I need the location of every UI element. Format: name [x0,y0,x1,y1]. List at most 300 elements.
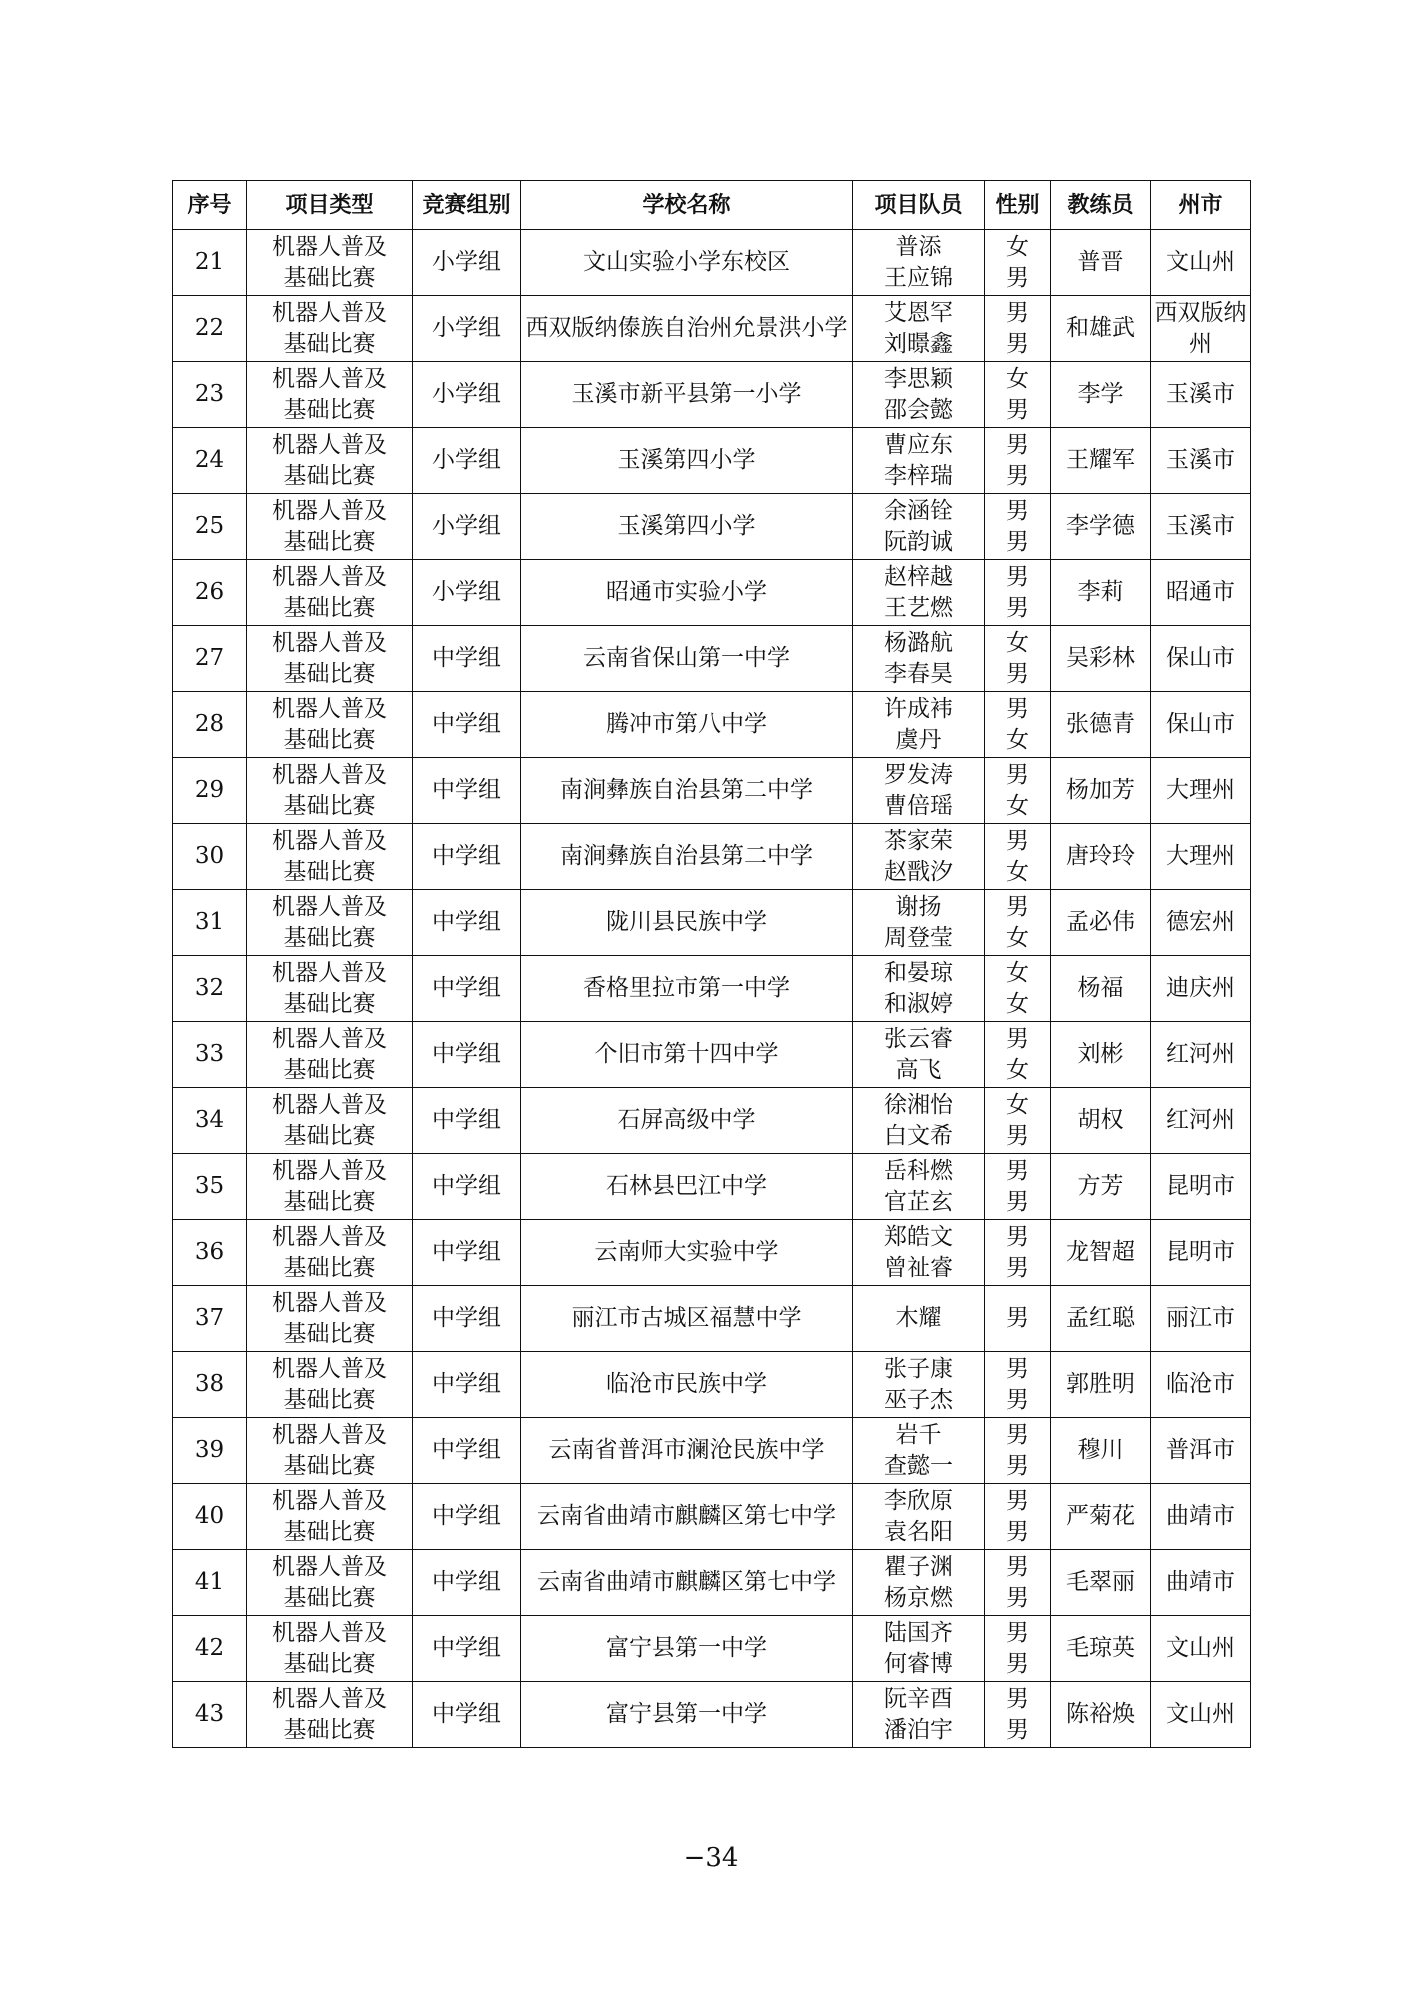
school-name-text: 香格里拉市第一中学 [583,975,790,1001]
team-member-name: 王应锦 [884,264,953,291]
team-member-name: 和晏琼 [884,959,953,986]
school-name-text: 玉溪第四小学 [617,447,756,473]
cell-team-members [853,296,985,362]
cell-school-name [521,1682,853,1748]
cell-school-name [521,1286,853,1352]
cell-gender [985,1352,1051,1418]
cell-index: 28 [173,692,247,758]
cell-school-name [521,1154,853,1220]
gender-value: 男 [1006,827,1029,854]
cell-team-members [853,1682,985,1748]
gender-value: 男 [1006,299,1029,326]
team-member-name: 官芷玄 [884,1188,953,1215]
team-member-name: 阮韵诚 [884,528,953,555]
school-name-text: 云南省曲靖市麒麟区第七中学 [537,1503,836,1529]
gender-value: 男 [1006,528,1029,555]
gender-value: 男 [1006,1122,1029,1149]
city-name-text: 昆明市 [1166,1173,1235,1199]
cell-city [1151,1022,1251,1088]
project-type-line: 机器人普及 [272,1355,387,1382]
team-member-name: 茶家荣 [884,827,953,854]
gender-value: 男 [1006,1386,1029,1413]
cell-gender [985,758,1051,824]
team-member-name: 普添 [895,233,942,260]
cell-index: 21 [173,230,247,296]
cell-competition-group: 中学组 [413,1220,521,1286]
team-member-name: 许成袆 [884,695,953,722]
school-name-text: 石林县巴江中学 [606,1173,767,1199]
gender-value: 男 [1006,761,1029,788]
team-member-name: 谢扬 [895,893,942,920]
header-team-members: 项目队员 [853,181,985,230]
table-row [173,1220,1251,1286]
team-member-name: 赵梓越 [884,563,953,590]
cell-gender [985,1088,1051,1154]
city-name-text: 红河州 [1166,1041,1235,1067]
gender-value: 男 [1006,1553,1029,1580]
gender-value: 男 [1006,497,1029,524]
gender-value: 男 [1006,1305,1029,1331]
cell-team-members [853,560,985,626]
team-member-name: 木耀 [895,1305,942,1331]
cell-coach: 严菊花 [1051,1484,1151,1550]
project-type-line: 机器人普及 [272,1421,387,1448]
cell-team-members [853,1352,985,1418]
cell-competition-group: 中学组 [413,824,521,890]
cell-city [1151,692,1251,758]
cell-city [1151,1550,1251,1616]
participant-table [172,180,1251,1748]
project-type-line: 基础比赛 [283,528,376,555]
city-name-text: 文山州 [1166,1635,1235,1661]
cell-project-type [247,1616,413,1682]
team-member-name: 陆国齐 [884,1619,953,1646]
cell-team-members [853,1418,985,1484]
gender-value: 男 [1006,1716,1029,1743]
project-type-line: 机器人普及 [272,1487,387,1514]
project-type-line: 基础比赛 [283,1320,376,1347]
cell-gender [985,626,1051,692]
cell-team-members [853,692,985,758]
project-type-line: 机器人普及 [272,299,387,326]
cell-city [1151,1220,1251,1286]
table-row [173,560,1251,626]
cell-project-type [247,1550,413,1616]
cell-coach: 孟红聪 [1051,1286,1151,1352]
cell-gender [985,1154,1051,1220]
cell-index: 30 [173,824,247,890]
page-number: −34 [683,1843,739,1873]
cell-city [1151,1154,1251,1220]
project-type-line: 机器人普及 [272,431,387,458]
team-member-name: 曹倍瑶 [884,792,953,819]
cell-city [1151,296,1251,362]
cell-school-name [521,890,853,956]
cell-project-type [247,1220,413,1286]
cell-coach: 穆川 [1051,1418,1151,1484]
team-member-name: 阮辛酉 [884,1685,953,1712]
city-name-text: 玉溪市 [1166,513,1235,539]
project-type-line: 基础比赛 [283,1650,376,1677]
cell-school-name [521,1484,853,1550]
team-member-name: 邵会懿 [884,396,953,423]
cell-coach: 李莉 [1051,560,1151,626]
cell-city [1151,560,1251,626]
table-header-row [173,181,1251,230]
cell-competition-group: 小学组 [413,560,521,626]
cell-school-name [521,1550,853,1616]
project-type-line: 基础比赛 [283,594,376,621]
cell-gender [985,1418,1051,1484]
school-name-text: 云南师大实验中学 [594,1239,779,1265]
cell-project-type [247,890,413,956]
project-type-line: 基础比赛 [283,330,376,357]
cell-coach: 郭胜明 [1051,1352,1151,1418]
cell-coach: 杨福 [1051,956,1151,1022]
cell-project-type [247,1286,413,1352]
cell-city [1151,626,1251,692]
project-type-line: 机器人普及 [272,1223,387,1250]
cell-school-name [521,1616,853,1682]
project-type-line: 基础比赛 [283,990,376,1017]
project-type-line: 基础比赛 [283,858,376,885]
cell-coach: 杨加芳 [1051,758,1151,824]
cell-city [1151,230,1251,296]
cell-project-type [247,362,413,428]
project-type-line: 基础比赛 [283,396,376,423]
cell-competition-group: 中学组 [413,956,521,1022]
table-row [173,890,1251,956]
gender-value: 男 [1006,330,1029,357]
team-member-name: 郑皓文 [884,1223,953,1250]
cell-gender [985,494,1051,560]
cell-school-name [521,428,853,494]
gender-value: 男 [1006,1650,1029,1677]
school-name-text: 云南省保山第一中学 [583,645,790,671]
cell-school-name [521,494,853,560]
project-type-line: 机器人普及 [272,233,387,260]
cell-index: 36 [173,1220,247,1286]
gender-value: 男 [1006,1421,1029,1448]
city-name-text: 西双版纳州 [1154,299,1247,357]
project-type-line: 基础比赛 [283,1386,376,1413]
project-type-line: 机器人普及 [272,1553,387,1580]
cell-coach: 唐玲玲 [1051,824,1151,890]
school-name-text: 丽江市古城区福慧中学 [571,1305,802,1331]
team-member-name: 查懿一 [884,1452,953,1479]
team-member-name: 李思颖 [884,365,953,392]
header-gender: 性别 [985,181,1051,230]
cell-team-members [853,230,985,296]
team-member-name: 巫子杰 [884,1386,953,1413]
school-name-text: 腾冲市第八中学 [606,711,767,737]
project-type-line: 机器人普及 [272,1091,387,1118]
cell-team-members [853,1154,985,1220]
project-type-line: 机器人普及 [272,959,387,986]
table-row [173,1484,1251,1550]
cell-index: 35 [173,1154,247,1220]
cell-index: 37 [173,1286,247,1352]
team-member-name: 岩千 [895,1421,942,1448]
gender-value: 男 [1006,1452,1029,1479]
cell-project-type [247,956,413,1022]
cell-team-members [853,1616,985,1682]
city-name-text: 昭通市 [1166,579,1235,605]
cell-team-members [853,1484,985,1550]
cell-city [1151,1682,1251,1748]
cell-coach: 王耀军 [1051,428,1151,494]
project-type-line: 基础比赛 [283,660,376,687]
cell-team-members [853,494,985,560]
city-name-text: 保山市 [1166,711,1235,737]
city-name-text: 大理州 [1166,843,1235,869]
cell-gender [985,296,1051,362]
project-type-line: 机器人普及 [272,1025,387,1052]
team-member-name: 潘泊宇 [884,1716,953,1743]
cell-coach: 方芳 [1051,1154,1151,1220]
table-row [173,956,1251,1022]
cell-competition-group: 中学组 [413,758,521,824]
cell-coach: 李学德 [1051,494,1151,560]
cell-project-type [247,494,413,560]
city-name-text: 文山州 [1166,1701,1235,1727]
cell-project-type [247,1352,413,1418]
cell-school-name [521,230,853,296]
project-type-line: 机器人普及 [272,761,387,788]
team-member-name: 高飞 [895,1056,942,1083]
cell-city [1151,956,1251,1022]
cell-competition-group: 中学组 [413,1616,521,1682]
gender-value: 女 [1006,233,1029,260]
project-type-line: 基础比赛 [283,1188,376,1215]
cell-index: 33 [173,1022,247,1088]
cell-gender [985,1616,1051,1682]
cell-index: 27 [173,626,247,692]
team-member-name: 徐湘怡 [884,1091,953,1118]
cell-team-members [853,362,985,428]
cell-city [1151,362,1251,428]
cell-coach: 李学 [1051,362,1151,428]
cell-city [1151,824,1251,890]
header-coach: 教练员 [1051,181,1151,230]
gender-value: 男 [1006,893,1029,920]
city-name-text: 临沧市 [1166,1371,1235,1397]
cell-project-type [247,1682,413,1748]
cell-school-name [521,1022,853,1088]
school-name-text: 富宁县第一中学 [606,1635,767,1661]
cell-school-name [521,1220,853,1286]
cell-index: 23 [173,362,247,428]
school-name-text: 个旧市第十四中学 [594,1041,779,1067]
cell-coach: 吴彩林 [1051,626,1151,692]
gender-value: 男 [1006,1188,1029,1215]
cell-coach: 和雄武 [1051,296,1151,362]
gender-value: 男 [1006,1254,1029,1281]
header-project-type: 项目类型 [247,181,413,230]
gender-value: 女 [1006,959,1029,986]
gender-value: 男 [1006,431,1029,458]
project-type-line: 机器人普及 [272,497,387,524]
project-type-line: 基础比赛 [283,792,376,819]
cell-gender [985,824,1051,890]
table-row [173,230,1251,296]
cell-school-name [521,362,853,428]
cell-coach: 刘彬 [1051,1022,1151,1088]
cell-school-name [521,1352,853,1418]
team-member-name: 杨京燃 [884,1584,953,1611]
city-name-text: 大理州 [1166,777,1235,803]
cell-index: 43 [173,1682,247,1748]
gender-value: 男 [1006,396,1029,423]
gender-value: 女 [1006,792,1029,819]
city-name-text: 曲靖市 [1166,1569,1235,1595]
project-type-line: 机器人普及 [272,629,387,656]
school-name-text: 南涧彝族自治县第二中学 [560,843,813,869]
city-name-text: 迪庆州 [1166,975,1235,1001]
cell-index: 31 [173,890,247,956]
table-row [173,824,1251,890]
table-row [173,1616,1251,1682]
gender-value: 男 [1006,660,1029,687]
city-name-text: 玉溪市 [1166,447,1235,473]
project-type-line: 机器人普及 [272,695,387,722]
cell-city [1151,1088,1251,1154]
cell-project-type [247,1154,413,1220]
cell-project-type [247,1484,413,1550]
project-type-line: 基础比赛 [283,924,376,951]
header-index: 序号 [173,181,247,230]
header-competition-group: 竞赛组别 [413,181,521,230]
city-name-text: 保山市 [1166,645,1235,671]
table-row [173,1418,1251,1484]
school-name-text: 西双版纳傣族自治州允景洪小学 [525,315,848,341]
cell-city [1151,1418,1251,1484]
team-member-name: 何睿博 [884,1650,953,1677]
cell-gender [985,1550,1051,1616]
team-member-name: 李梓瑞 [884,462,953,489]
cell-school-name [521,296,853,362]
team-member-name: 杨潞航 [884,629,953,656]
cell-index: 38 [173,1352,247,1418]
city-name-text: 玉溪市 [1166,381,1235,407]
cell-gender [985,560,1051,626]
cell-coach: 孟必伟 [1051,890,1151,956]
project-type-line: 机器人普及 [272,1685,387,1712]
cell-competition-group: 中学组 [413,626,521,692]
project-type-line: 基础比赛 [283,1056,376,1083]
cell-coach: 张德青 [1051,692,1151,758]
gender-value: 女 [1006,924,1029,951]
cell-gender [985,956,1051,1022]
cell-project-type [247,824,413,890]
school-name-text: 富宁县第一中学 [606,1701,767,1727]
cell-team-members [853,428,985,494]
table-row [173,626,1251,692]
project-type-line: 机器人普及 [272,1619,387,1646]
table-row [173,1682,1251,1748]
cell-project-type [247,1088,413,1154]
cell-team-members [853,1022,985,1088]
cell-project-type [247,428,413,494]
cell-gender [985,1484,1051,1550]
school-name-text: 文山实验小学东校区 [583,249,790,275]
cell-school-name [521,692,853,758]
cell-competition-group: 中学组 [413,890,521,956]
school-name-text: 云南省普洱市澜沧民族中学 [548,1437,825,1463]
team-member-name: 刘暻鑫 [884,330,953,357]
project-type-line: 机器人普及 [272,365,387,392]
cell-gender [985,890,1051,956]
table-row [173,362,1251,428]
cell-school-name [521,1088,853,1154]
team-member-name: 曾祉睿 [884,1254,953,1281]
project-type-line: 机器人普及 [272,1289,387,1316]
team-member-name: 李欣原 [884,1487,953,1514]
school-name-text: 陇川县民族中学 [606,909,767,935]
project-type-line: 基础比赛 [283,1716,376,1743]
city-name-text: 普洱市 [1166,1437,1235,1463]
header-city: 州市 [1151,181,1251,230]
school-name-text: 昭通市实验小学 [606,579,767,605]
cell-team-members [853,1088,985,1154]
gender-value: 男 [1006,1157,1029,1184]
cell-competition-group: 小学组 [413,296,521,362]
project-type-line: 基础比赛 [283,1254,376,1281]
project-type-line: 基础比赛 [283,726,376,753]
cell-competition-group: 小学组 [413,230,521,296]
table-row [173,1088,1251,1154]
cell-project-type [247,230,413,296]
cell-index: 42 [173,1616,247,1682]
gender-value: 女 [1006,1056,1029,1083]
gender-value: 女 [1006,629,1029,656]
cell-city [1151,1286,1251,1352]
project-type-line: 基础比赛 [283,1518,376,1545]
cell-team-members [853,956,985,1022]
table-row [173,296,1251,362]
team-member-name: 罗发涛 [884,761,953,788]
cell-team-members [853,890,985,956]
cell-city [1151,758,1251,824]
city-name-text: 曲靖市 [1166,1503,1235,1529]
school-name-text: 云南省曲靖市麒麟区第七中学 [537,1569,836,1595]
table-row [173,1022,1251,1088]
city-name-text: 文山州 [1166,249,1235,275]
cell-index: 25 [173,494,247,560]
team-member-name: 周登莹 [884,924,953,951]
cell-project-type [247,560,413,626]
cell-competition-group: 中学组 [413,1550,521,1616]
cell-index: 32 [173,956,247,1022]
table-row [173,692,1251,758]
cell-competition-group: 中学组 [413,692,521,758]
cell-project-type [247,1418,413,1484]
gender-value: 女 [1006,858,1029,885]
city-name-text: 红河州 [1166,1107,1235,1133]
cell-project-type [247,758,413,824]
table-row [173,1154,1251,1220]
cell-coach: 毛琼英 [1051,1616,1151,1682]
cell-team-members [853,824,985,890]
team-member-name: 张子康 [884,1355,953,1382]
cell-coach: 普晋 [1051,230,1151,296]
cell-index: 29 [173,758,247,824]
cell-gender [985,1682,1051,1748]
cell-gender [985,428,1051,494]
gender-value: 男 [1006,462,1029,489]
gender-value: 男 [1006,594,1029,621]
cell-competition-group: 小学组 [413,428,521,494]
